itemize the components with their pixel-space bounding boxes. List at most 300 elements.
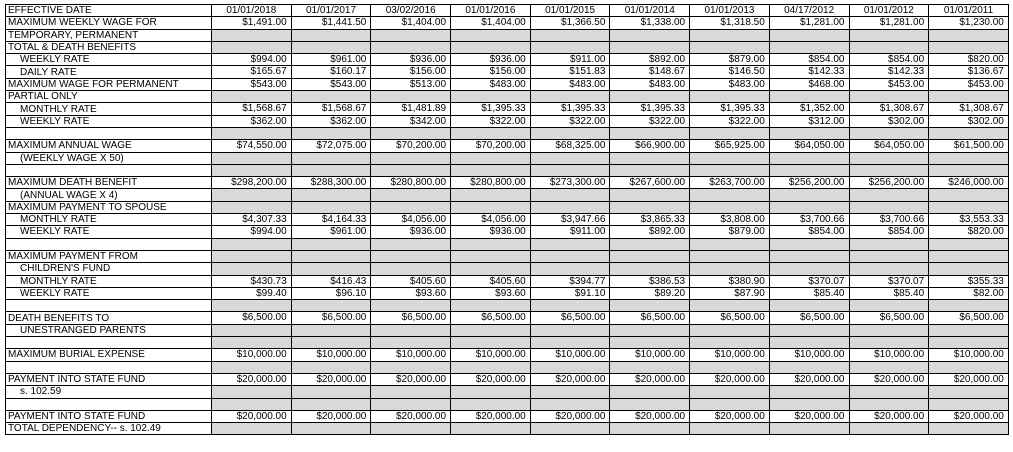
value-cell: $416.43	[291, 275, 371, 287]
value-cell	[212, 189, 292, 201]
value-cell	[610, 263, 690, 275]
value-cell	[849, 361, 929, 373]
value-cell	[291, 361, 371, 373]
value-cell	[610, 152, 690, 164]
value-cell: $10,000.00	[929, 349, 1009, 361]
value-cell	[769, 324, 849, 336]
value-cell	[530, 361, 610, 373]
value-cell	[530, 250, 610, 262]
table-row	[6, 226, 1009, 238]
value-cell: $20,000.00	[451, 373, 531, 385]
table-row	[6, 103, 1009, 115]
value-cell: $513.00	[371, 78, 451, 90]
row-label: WEEKLY RATE	[6, 226, 212, 238]
row-label	[6, 300, 212, 312]
row-label: CHILDREN'S FUND	[6, 263, 212, 275]
value-cell: $312.00	[769, 115, 849, 127]
value-cell: $911.00	[530, 54, 610, 66]
value-cell: $142.33	[769, 66, 849, 78]
value-cell: $93.60	[451, 287, 531, 299]
value-cell	[610, 201, 690, 213]
value-cell: $1,404.00	[371, 17, 451, 29]
value-cell	[371, 189, 451, 201]
table-row	[6, 423, 1009, 435]
value-cell: $1,568.67	[291, 103, 371, 115]
value-cell: $6,500.00	[610, 312, 690, 324]
value-cell: $10,000.00	[291, 349, 371, 361]
value-cell: $1,308.67	[849, 103, 929, 115]
value-cell	[530, 238, 610, 250]
row-label: MONTHLY RATE	[6, 103, 212, 115]
value-cell	[371, 238, 451, 250]
value-cell: $820.00	[929, 54, 1009, 66]
value-cell: $1,281.00	[769, 17, 849, 29]
row-label: UNESTRANGED PARENTS	[6, 324, 212, 336]
table-row	[6, 238, 1009, 250]
value-cell	[212, 29, 292, 41]
value-cell	[212, 300, 292, 312]
value-cell	[530, 29, 610, 41]
value-cell: $160.17	[291, 66, 371, 78]
value-cell: $3,700.66	[769, 214, 849, 226]
date-header: 01/01/2012	[849, 5, 929, 17]
value-cell: $3,700.66	[849, 214, 929, 226]
value-cell: $20,000.00	[291, 410, 371, 422]
value-cell	[610, 337, 690, 349]
value-cell: $10,000.00	[610, 349, 690, 361]
value-cell	[451, 361, 531, 373]
value-cell	[451, 250, 531, 262]
value-cell: $10,000.00	[769, 349, 849, 361]
value-cell: $156.00	[451, 66, 531, 78]
value-cell: $280,800.00	[451, 177, 531, 189]
value-cell: $10,000.00	[212, 349, 292, 361]
value-cell: $4,056.00	[451, 214, 531, 226]
value-cell	[212, 201, 292, 213]
date-header: 03/02/2016	[371, 5, 451, 17]
value-cell	[610, 164, 690, 176]
value-cell	[929, 263, 1009, 275]
row-label: WEEKLY RATE	[6, 115, 212, 127]
row-label: MAXIMUM BURIAL EXPENSE	[6, 349, 212, 361]
value-cell	[610, 300, 690, 312]
value-cell: $380.90	[690, 275, 770, 287]
value-cell	[530, 91, 610, 103]
row-label	[6, 127, 212, 139]
value-cell	[610, 398, 690, 410]
table-row	[6, 140, 1009, 152]
row-label	[6, 164, 212, 176]
value-cell	[291, 238, 371, 250]
table-row	[6, 361, 1009, 373]
value-cell	[371, 41, 451, 53]
value-cell	[929, 29, 1009, 41]
value-cell: $20,000.00	[212, 410, 292, 422]
row-label: MAXIMUM WEEKLY WAGE FOR	[6, 17, 212, 29]
value-cell	[849, 91, 929, 103]
value-cell	[690, 398, 770, 410]
value-cell: $1,441.50	[291, 17, 371, 29]
value-cell	[451, 189, 531, 201]
value-cell	[530, 201, 610, 213]
value-cell: $3,947.66	[530, 214, 610, 226]
value-cell: $20,000.00	[371, 410, 451, 422]
value-cell	[371, 263, 451, 275]
value-cell: $362.00	[212, 115, 292, 127]
value-cell: $280,800.00	[371, 177, 451, 189]
value-cell	[212, 91, 292, 103]
value-cell: $85.40	[769, 287, 849, 299]
header-row	[6, 5, 1009, 17]
row-label: PAYMENT INTO STATE FUND	[6, 373, 212, 385]
date-header: 01/01/2016	[451, 5, 531, 17]
value-cell: $87.90	[690, 287, 770, 299]
value-cell: $256,200.00	[849, 177, 929, 189]
value-cell: $936.00	[451, 54, 531, 66]
table-row	[6, 152, 1009, 164]
value-cell	[530, 386, 610, 398]
value-cell: $854.00	[769, 54, 849, 66]
value-cell	[291, 91, 371, 103]
value-cell	[849, 189, 929, 201]
value-cell	[610, 386, 690, 398]
value-cell	[451, 164, 531, 176]
value-cell: $4,307.33	[212, 214, 292, 226]
value-cell	[371, 300, 451, 312]
row-label: MAXIMUM WAGE FOR PERMANENT	[6, 78, 212, 90]
value-cell	[849, 337, 929, 349]
value-cell: $6,500.00	[451, 312, 531, 324]
value-cell	[849, 238, 929, 250]
value-cell	[291, 152, 371, 164]
row-label: MAXIMUM PAYMENT TO SPOUSE	[6, 201, 212, 213]
value-cell	[291, 189, 371, 201]
value-cell: $1,230.00	[929, 17, 1009, 29]
value-cell: $820.00	[929, 226, 1009, 238]
value-cell: $1,404.00	[451, 17, 531, 29]
value-cell	[451, 263, 531, 275]
value-cell	[849, 250, 929, 262]
date-header: 01/01/2015	[530, 5, 610, 17]
table-row	[6, 164, 1009, 176]
row-label: (ANNUAL WAGE X 4)	[6, 189, 212, 201]
value-cell: $854.00	[849, 54, 929, 66]
value-cell	[610, 250, 690, 262]
value-cell: $430.73	[212, 275, 292, 287]
value-cell	[371, 423, 451, 435]
table-row	[6, 17, 1009, 29]
value-cell	[929, 386, 1009, 398]
value-cell: $68,325.00	[530, 140, 610, 152]
value-cell: $4,056.00	[371, 214, 451, 226]
value-cell	[291, 127, 371, 139]
value-cell	[690, 127, 770, 139]
date-header: 04/17/2012	[769, 5, 849, 17]
value-cell	[371, 127, 451, 139]
value-cell: $96.10	[291, 287, 371, 299]
value-cell: $994.00	[212, 54, 292, 66]
row-label: MAXIMUM DEATH BENEFIT	[6, 177, 212, 189]
value-cell	[849, 300, 929, 312]
value-cell: $72,075.00	[291, 140, 371, 152]
value-cell	[212, 324, 292, 336]
value-cell	[929, 41, 1009, 53]
value-cell	[212, 41, 292, 53]
value-cell	[451, 423, 531, 435]
value-cell: $370.07	[769, 275, 849, 287]
value-cell: $911.00	[530, 226, 610, 238]
value-cell: $61,500.00	[929, 140, 1009, 152]
value-cell: $483.00	[451, 78, 531, 90]
value-cell: $1,491.00	[212, 17, 292, 29]
date-header: 01/01/2011	[929, 5, 1009, 17]
value-cell	[690, 152, 770, 164]
value-cell	[291, 386, 371, 398]
value-cell	[451, 386, 531, 398]
value-cell	[849, 41, 929, 53]
value-cell: $961.00	[291, 54, 371, 66]
value-cell: $543.00	[291, 78, 371, 90]
value-cell: $263,700.00	[690, 177, 770, 189]
table-row	[6, 29, 1009, 41]
table-row	[6, 386, 1009, 398]
row-label: PAYMENT INTO STATE FUND	[6, 410, 212, 422]
row-label: TOTAL & DEATH BENEFITS	[6, 41, 212, 53]
value-cell	[929, 91, 1009, 103]
value-cell	[769, 250, 849, 262]
value-cell: $1,318.50	[690, 17, 770, 29]
value-cell: $20,000.00	[291, 373, 371, 385]
date-header: 01/01/2017	[291, 5, 371, 17]
value-cell	[451, 201, 531, 213]
value-cell	[451, 300, 531, 312]
value-cell: $1,481.89	[371, 103, 451, 115]
value-cell: $322.00	[451, 115, 531, 127]
value-cell	[291, 41, 371, 53]
value-cell: $386.53	[610, 275, 690, 287]
value-cell	[371, 361, 451, 373]
value-cell	[690, 41, 770, 53]
value-cell: $1,568.67	[212, 103, 292, 115]
value-cell	[212, 238, 292, 250]
table-row	[6, 287, 1009, 299]
value-cell: $256,200.00	[769, 177, 849, 189]
value-cell: $20,000.00	[849, 373, 929, 385]
value-cell: $6,500.00	[291, 312, 371, 324]
value-cell	[769, 361, 849, 373]
value-cell: $74,550.00	[212, 140, 292, 152]
value-cell: $10,000.00	[530, 349, 610, 361]
value-cell	[849, 263, 929, 275]
row-label: MONTHLY RATE	[6, 275, 212, 287]
value-cell: $298,200.00	[212, 177, 292, 189]
value-cell	[212, 250, 292, 262]
row-label: (WEEKLY WAGE X 50)	[6, 152, 212, 164]
value-cell: $543.00	[212, 78, 292, 90]
value-cell: $20,000.00	[610, 410, 690, 422]
value-cell: $6,500.00	[530, 312, 610, 324]
value-cell	[212, 337, 292, 349]
value-cell	[451, 337, 531, 349]
row-label	[6, 238, 212, 250]
value-cell: $20,000.00	[769, 410, 849, 422]
table-row	[6, 349, 1009, 361]
value-cell	[451, 29, 531, 41]
value-cell	[451, 324, 531, 336]
value-cell: $1,395.33	[690, 103, 770, 115]
row-label: MAXIMUM ANNUAL WAGE	[6, 140, 212, 152]
value-cell	[291, 201, 371, 213]
value-cell: $322.00	[530, 115, 610, 127]
value-cell: $99.40	[212, 287, 292, 299]
table-row	[6, 41, 1009, 53]
value-cell: $468.00	[769, 78, 849, 90]
value-cell	[212, 164, 292, 176]
value-cell	[769, 201, 849, 213]
value-cell	[451, 398, 531, 410]
row-label	[6, 337, 212, 349]
value-cell: $64,050.00	[849, 140, 929, 152]
value-cell: $1,366.50	[530, 17, 610, 29]
date-header: 01/01/2014	[610, 5, 690, 17]
value-cell	[769, 41, 849, 53]
value-cell: $6,500.00	[690, 312, 770, 324]
value-cell	[212, 263, 292, 275]
value-cell: $246,000.00	[929, 177, 1009, 189]
value-cell	[929, 189, 1009, 201]
value-cell	[610, 41, 690, 53]
value-cell: $10,000.00	[690, 349, 770, 361]
value-cell: $165.67	[212, 66, 292, 78]
row-label: PARTIAL ONLY	[6, 91, 212, 103]
value-cell	[212, 361, 292, 373]
value-cell: $66,900.00	[610, 140, 690, 152]
value-cell	[690, 250, 770, 262]
value-cell	[849, 423, 929, 435]
value-cell: $85.40	[849, 287, 929, 299]
value-cell: $1,395.33	[451, 103, 531, 115]
value-cell	[929, 127, 1009, 139]
value-cell: $3,808.00	[690, 214, 770, 226]
value-cell: $20,000.00	[929, 373, 1009, 385]
value-cell: $20,000.00	[610, 373, 690, 385]
value-cell: $405.60	[451, 275, 531, 287]
value-cell	[690, 238, 770, 250]
value-cell	[371, 152, 451, 164]
row-label: WEEKLY RATE	[6, 287, 212, 299]
value-cell: $322.00	[610, 115, 690, 127]
value-cell	[929, 300, 1009, 312]
row-label: s. 102.59	[6, 386, 212, 398]
value-cell	[451, 41, 531, 53]
value-cell	[371, 29, 451, 41]
value-cell	[451, 91, 531, 103]
value-cell: $936.00	[371, 226, 451, 238]
value-cell	[769, 300, 849, 312]
value-cell	[769, 238, 849, 250]
value-cell: $65,925.00	[690, 140, 770, 152]
value-cell	[212, 386, 292, 398]
value-cell	[690, 300, 770, 312]
value-cell	[690, 337, 770, 349]
value-cell: $879.00	[690, 226, 770, 238]
table-row	[6, 275, 1009, 287]
value-cell: $961.00	[291, 226, 371, 238]
value-cell: $20,000.00	[769, 373, 849, 385]
value-cell	[530, 337, 610, 349]
value-cell: $70,200.00	[371, 140, 451, 152]
value-cell: $89.20	[610, 287, 690, 299]
value-cell: $288,300.00	[291, 177, 371, 189]
value-cell	[451, 152, 531, 164]
table-row	[6, 398, 1009, 410]
value-cell	[530, 423, 610, 435]
value-cell: $20,000.00	[530, 410, 610, 422]
value-cell: $1,395.33	[530, 103, 610, 115]
value-cell	[451, 238, 531, 250]
value-cell: $483.00	[610, 78, 690, 90]
value-cell	[929, 398, 1009, 410]
value-cell: $936.00	[451, 226, 531, 238]
value-cell: $1,395.33	[610, 103, 690, 115]
value-cell: $267,600.00	[610, 177, 690, 189]
value-cell	[291, 324, 371, 336]
value-cell	[769, 263, 849, 275]
value-cell	[371, 91, 451, 103]
value-cell	[769, 91, 849, 103]
value-cell: $93.60	[371, 287, 451, 299]
value-cell: $20,000.00	[929, 410, 1009, 422]
value-cell	[769, 127, 849, 139]
value-cell	[371, 250, 451, 262]
value-cell	[530, 398, 610, 410]
value-cell: $151.83	[530, 66, 610, 78]
value-cell	[212, 127, 292, 139]
value-cell: $10,000.00	[371, 349, 451, 361]
value-cell	[610, 29, 690, 41]
value-cell	[929, 324, 1009, 336]
value-cell: $355.33	[929, 275, 1009, 287]
value-cell	[610, 238, 690, 250]
value-cell	[530, 127, 610, 139]
value-cell	[291, 423, 371, 435]
table-row	[6, 324, 1009, 336]
value-cell	[610, 324, 690, 336]
row-label: TEMPORARY, PERMANENT	[6, 29, 212, 41]
value-cell: $892.00	[610, 226, 690, 238]
date-header: 01/01/2018	[212, 5, 292, 17]
value-cell: $3,865.33	[610, 214, 690, 226]
value-cell	[530, 189, 610, 201]
value-cell: $879.00	[690, 54, 770, 66]
value-cell	[610, 189, 690, 201]
value-cell	[212, 398, 292, 410]
value-cell: $302.00	[849, 115, 929, 127]
value-cell: $322.00	[690, 115, 770, 127]
table-row	[6, 373, 1009, 385]
value-cell: $91.10	[530, 287, 610, 299]
value-cell: $20,000.00	[849, 410, 929, 422]
value-cell: $483.00	[690, 78, 770, 90]
value-cell: $405.60	[371, 275, 451, 287]
value-cell: $394.77	[530, 275, 610, 287]
table-row	[6, 201, 1009, 213]
table-row	[6, 263, 1009, 275]
value-cell	[690, 201, 770, 213]
value-cell	[929, 152, 1009, 164]
value-cell	[530, 41, 610, 53]
table-row	[6, 189, 1009, 201]
